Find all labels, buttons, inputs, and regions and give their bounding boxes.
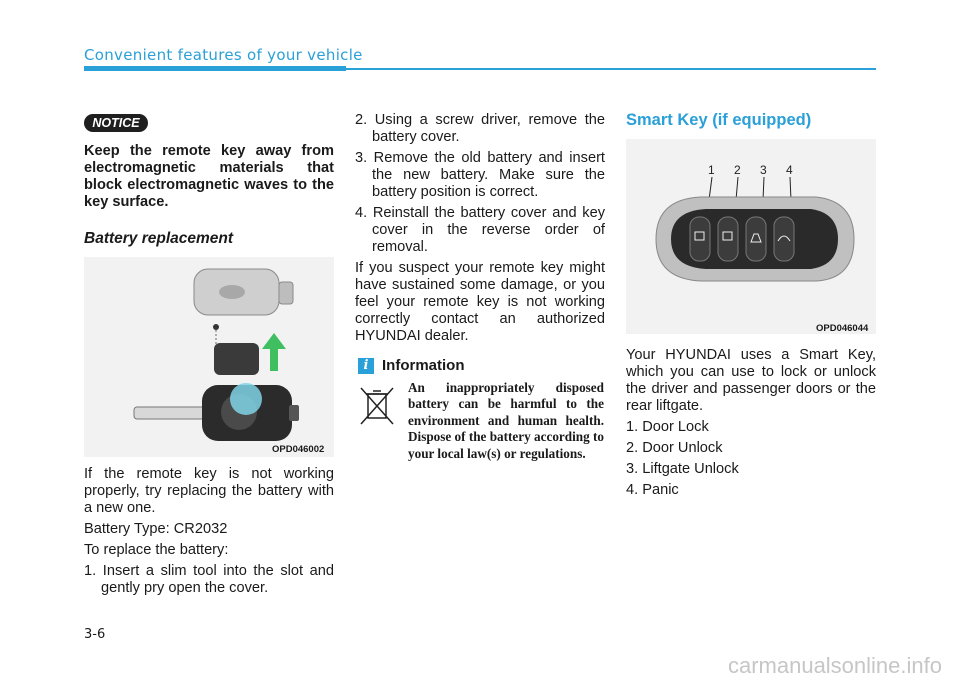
battery-step-1: 1. Insert a slim tool into the slot and gently pry open the cover. (84, 563, 334, 596)
battery-type: Battery Type: CR2032 (84, 521, 228, 537)
smart-key-image-caption: OPD046044 (816, 323, 869, 334)
information-text: An inappropriately disposed battery can be harmful to the environment and human health. Dispose of the battery according to your local law(s) or regulations. (408, 380, 604, 461)
smart-key-item-2: 2. Door Unlock (626, 440, 723, 456)
button-number-4: 4 (786, 163, 793, 177)
information-title: Information (382, 357, 465, 374)
key-disassembly-drawing (84, 257, 334, 457)
battery-step-4: 4. Reinstall the battery cover and key cover in the reverse order of removal. (355, 205, 605, 255)
smart-key-item-3: 3. Liftgate Unlock (626, 461, 739, 477)
battery-image-caption: OPD046002 (272, 444, 325, 455)
smart-key-heading: Smart Key (if equipped) (626, 111, 812, 129)
info-icon: i (358, 358, 374, 374)
page-number: 3-6 (84, 627, 106, 642)
smart-key-description: Your HYUNDAI uses a Smart Key, which you can use to lock or unlock the driver and passenger doors or the rear liftgate. (626, 347, 876, 414)
information-header (358, 357, 465, 374)
notice-text: Keep the remote key away from electromagnetic materials that block electromagnetic waves to the key surface. (84, 143, 334, 210)
smart-key-illustration (626, 139, 876, 334)
notice-badge: NOTICE (84, 114, 148, 132)
battery-step-2: 2. Using a screw driver, remove the battery cover. (355, 112, 605, 145)
damage-note: If you suspect your remote key might have sustained some damage, or you feel your remote key is not working correctly contact an authorized HYUNDAI dealer. (355, 260, 605, 344)
button-number-3: 3 (760, 163, 767, 177)
smart-key-item-4: 4. Panic (626, 482, 679, 498)
crossed-out-bin-icon (357, 384, 397, 428)
button-number-1: 1 (708, 163, 715, 177)
battery-replacement-heading: Battery replacement (84, 230, 234, 247)
header-rule (346, 68, 876, 70)
battery-steps-intro: To replace the battery: (84, 542, 229, 558)
battery-intro-paragraph: If the remote key is not working properly, try replacing the battery with a new one. (84, 466, 334, 516)
battery-steps-continued (355, 112, 605, 349)
section-title: Convenient features of your vehicle (84, 46, 363, 64)
battery-replacement-illustration (84, 257, 334, 457)
battery-step-3: 3. Remove the old battery and insert the new battery. Make sure the battery position is correct. (355, 150, 605, 200)
button-number-2: 2 (734, 163, 741, 177)
header-rule-accent (84, 66, 346, 71)
watermark: carmanualsonline.info (727, 653, 942, 678)
smart-key-description-block (626, 347, 876, 503)
smart-key-item-1: 1. Door Lock (626, 419, 709, 435)
battery-instructions (84, 466, 334, 601)
